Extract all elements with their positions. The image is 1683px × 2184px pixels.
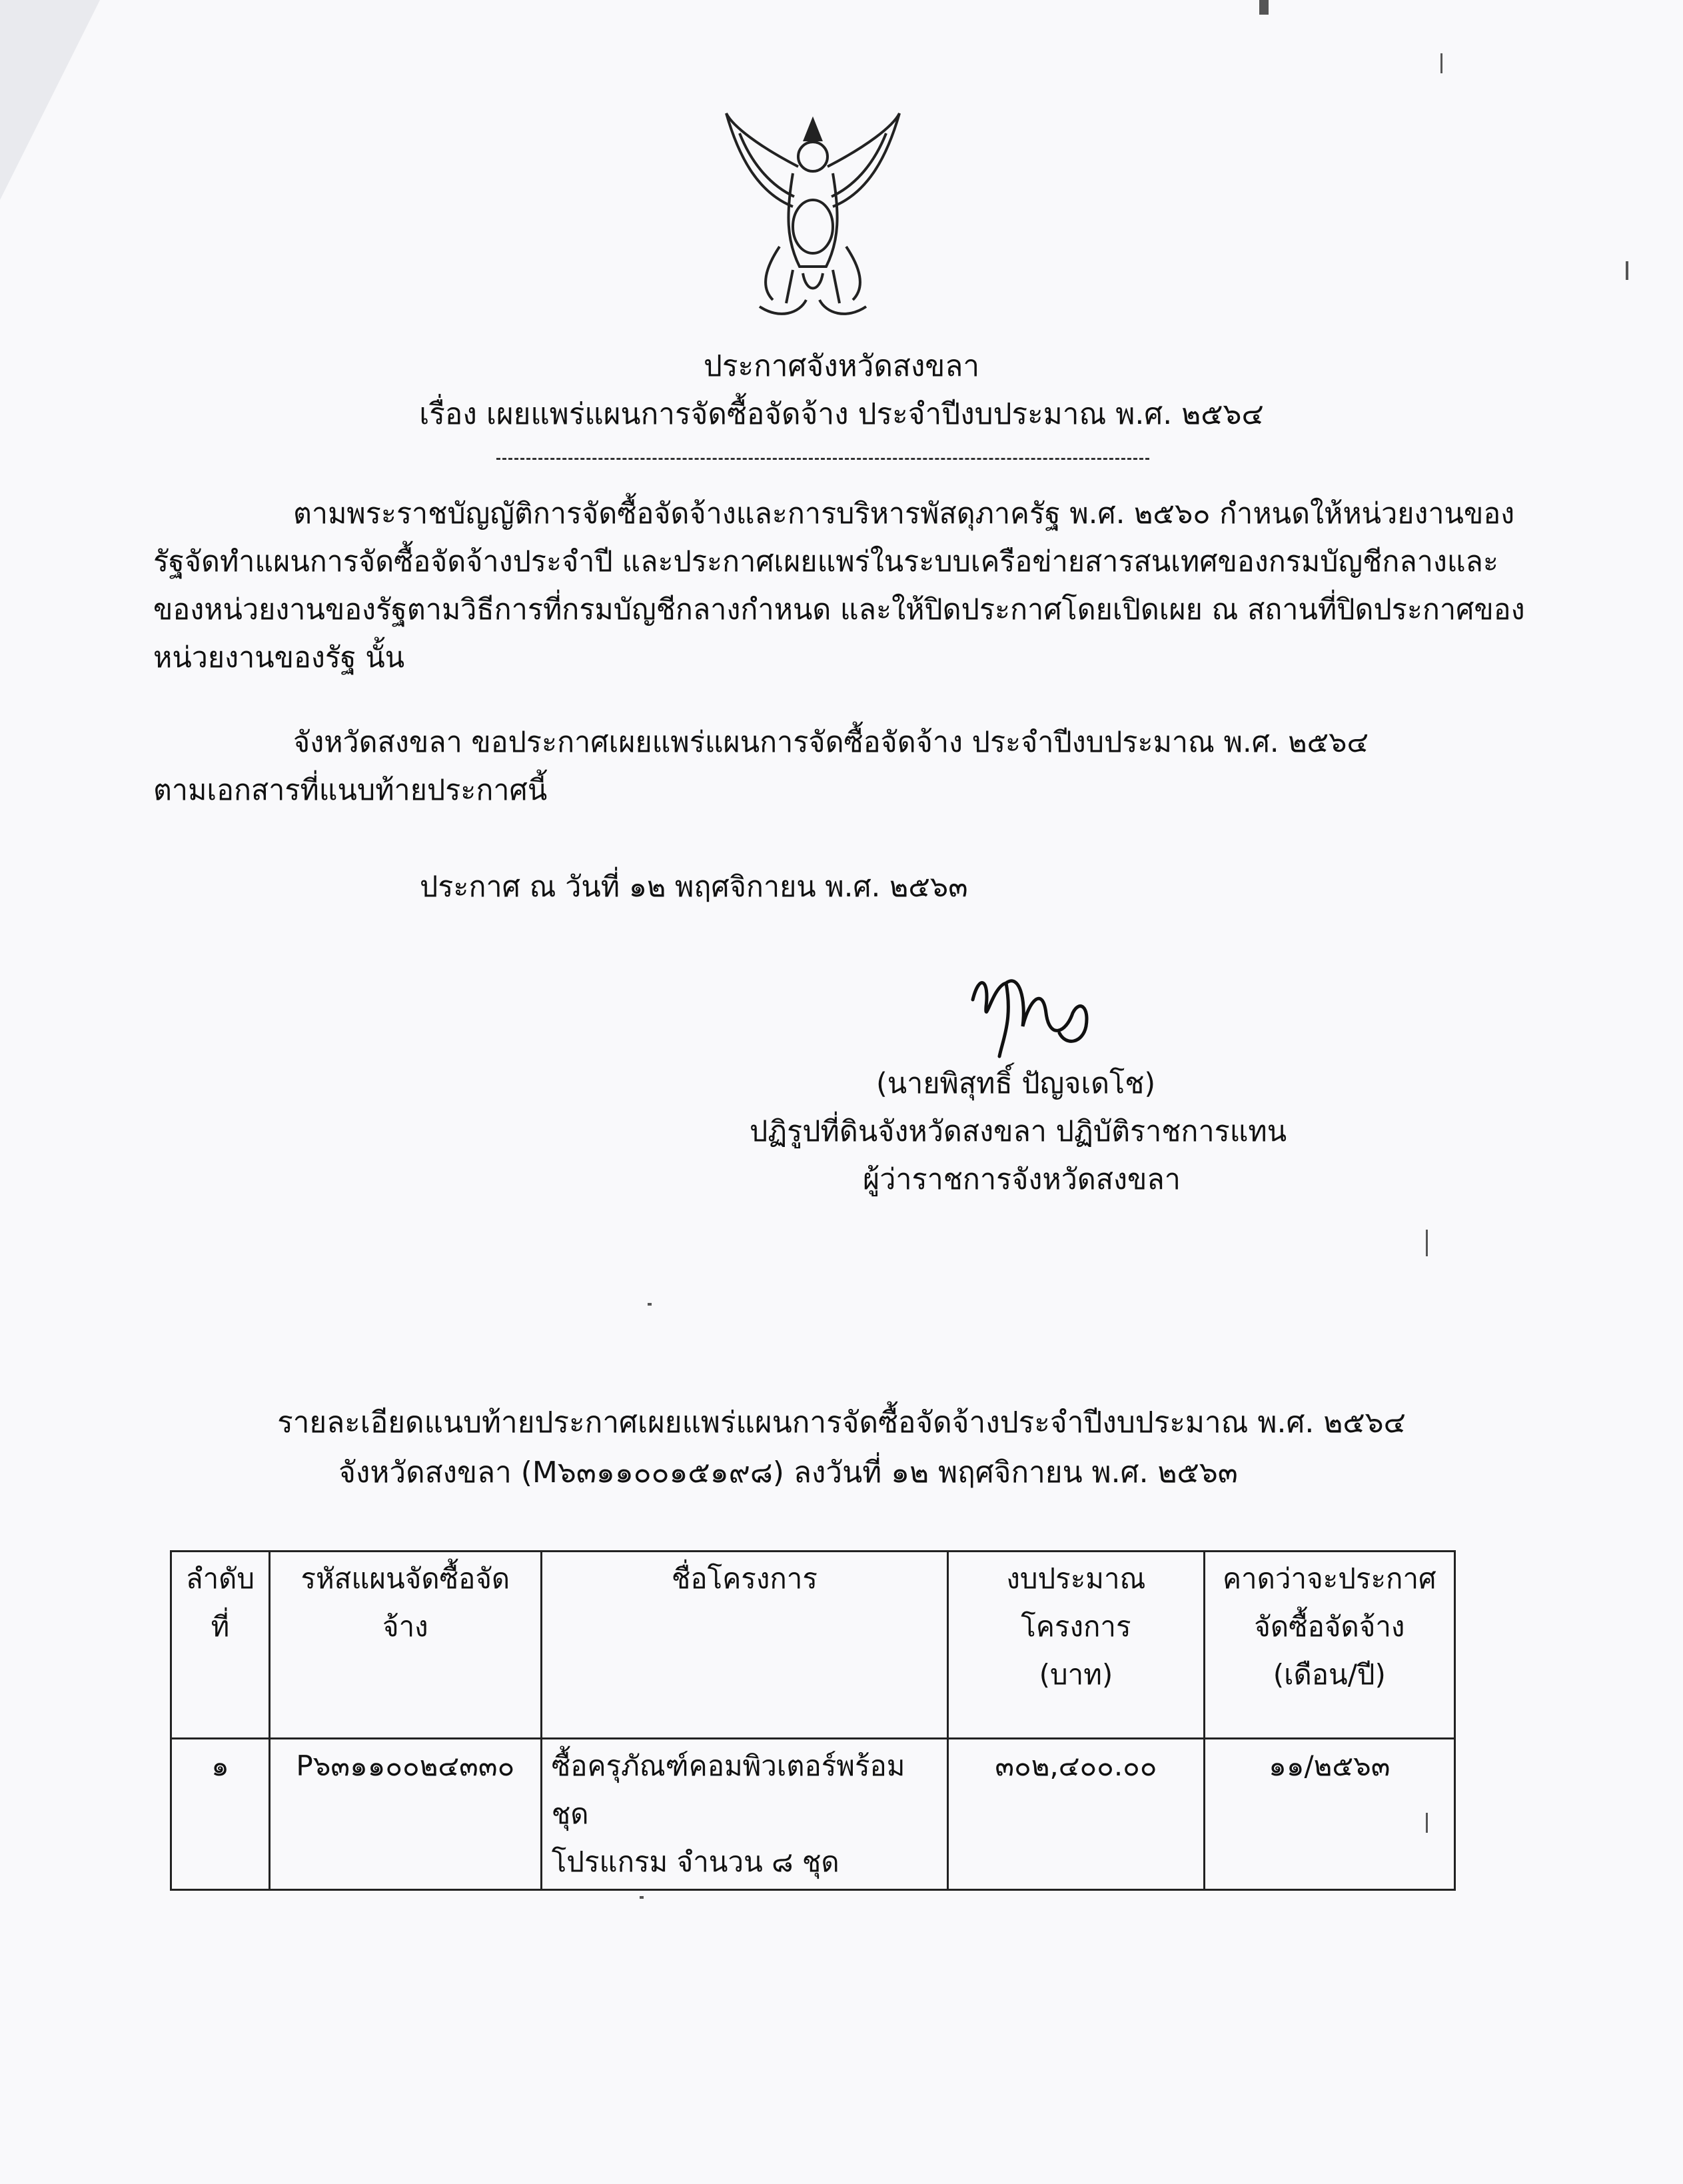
folded-corner	[0, 0, 100, 200]
header-expected-date	[1204, 1552, 1454, 1739]
paragraph-1-line: ตามพระราชบัญญัติการจัดซื้อจัดจ้างและการบริหารพัสดุภาครัฐ พ.ศ. ๒๕๖๐ กำหนดให้หน่วยงานของ	[293, 497, 1515, 531]
signature-block	[720, 1060, 1319, 1204]
date-line: ประกาศ ณ วันที่ ๑๒ พฤศจิกายน พ.ศ. ๒๕๖๓	[420, 870, 968, 904]
issuer-title: ประกาศจังหวัดสงขลา	[703, 349, 980, 383]
header-seq-line: ลำดับ	[185, 1562, 255, 1595]
paragraph-2-line: ตามเอกสารที่แนบท้ายประกาศนี้	[153, 774, 548, 807]
scan-speck	[640, 1896, 644, 1899]
divider	[496, 458, 1149, 460]
handwritten-signature-icon	[966, 960, 1099, 1060]
paragraph-1	[153, 490, 1525, 682]
cell-project-name	[541, 1739, 947, 1890]
header-budget-line: (บาท)	[1039, 1658, 1113, 1691]
cell-project-name-line: ซื้อครุภัณฑ์คอมพิวเตอร์พร้อมชุด	[551, 1749, 905, 1830]
header-seq-line: ที่	[211, 1610, 230, 1643]
table-header-row	[171, 1552, 1455, 1739]
header-plan-code	[269, 1552, 541, 1739]
attachment-title: รายละเอียดแนบท้ายประกาศเผยแพร่แผนการจัดซื้อจัดจ้างประจำปีงบประมาณ พ.ศ. ๒๕๖๔	[277, 1406, 1406, 1440]
scan-speck	[1426, 1813, 1428, 1833]
paragraph-1-line: ของหน่วยงานของรัฐตามวิธีการที่กรมบัญชีกลางกำหนด และให้ปิดประกาศโดยเปิดเผย ณ สถานที่ปิดประกาศของ	[153, 593, 1525, 626]
signatory-on-behalf: ผู้ว่าราชการจังหวัดสงขลา	[863, 1163, 1181, 1196]
header-budget	[948, 1552, 1205, 1739]
announcement-date	[420, 863, 1353, 911]
attachment-subtitle: จังหวัดสงขลา (M๖๓๑๑๐๐๑๕๑๙๘) ลงวันที่ ๑๒ พฤศจิกายน พ.ศ. ๒๕๖๓	[338, 1456, 1238, 1490]
table-row	[171, 1739, 1455, 1890]
header-budget-line: งบประมาณ	[1006, 1562, 1146, 1595]
signatory-name: (นายพิสุทธิ์ ปัญจเดโช)	[876, 1067, 1156, 1100]
scan-speck	[1626, 261, 1628, 280]
header-project-name	[541, 1552, 947, 1739]
cell-plan-code: P๖๓๑๑๐๐๒๔๓๓๐	[269, 1739, 541, 1890]
header-plan-code-line: รหัสแผนจัดซื้อจัด	[300, 1562, 510, 1595]
signatory-position: ปฏิรูปที่ดินจังหวัดสงขลา ปฏิบัติราชการแทน	[750, 1115, 1287, 1148]
cell-budget: ๓๐๒,๔๐๐.๐๐	[948, 1739, 1205, 1890]
scan-speck	[1426, 1230, 1428, 1256]
header-seq	[171, 1552, 270, 1739]
paragraph-1-line: หน่วยงานของรัฐ นั้น	[153, 641, 405, 674]
header-budget-line: โครงการ	[1021, 1610, 1131, 1643]
header-plan-code-line: จ้าง	[382, 1610, 428, 1643]
paragraph-2-line: จังหวัดสงขลา ขอประกาศเผยแพร่แผนการจัดซื้อจัดจ้าง ประจำปีงบประมาณ พ.ศ. ๒๕๖๔	[293, 726, 1369, 759]
scan-speck	[1440, 53, 1442, 73]
cell-seq: ๑	[171, 1739, 270, 1890]
garuda-emblem-icon	[720, 107, 906, 327]
cell-expected-date: ๑๑/๒๕๖๓	[1204, 1739, 1454, 1890]
cell-project-name-line: โปรแกรม จำนวน ๘ ชุด	[551, 1845, 840, 1878]
paragraph-2	[153, 718, 1492, 814]
header-project-name-line: ชื่อโครงการ	[671, 1562, 818, 1595]
scan-speck	[648, 1303, 652, 1306]
header-expected-line: จัดซื้อจัดจ้าง	[1254, 1610, 1405, 1643]
subject-line: เรื่อง เผยแพร่แผนการจัดซื้อจัดจ้าง ประจำปีงบประมาณ พ.ศ. ๒๕๖๔	[419, 397, 1264, 431]
paragraph-1-line: รัฐจัดทำแผนการจัดซื้อจัดจ้างประจำปี และประกาศเผยแพร่ในระบบเครือข่ายสารสนเทศของกรมบัญชีกลางและ	[153, 545, 1499, 578]
header-expected-line: (เดือน/ปี)	[1273, 1658, 1386, 1691]
scan-speck	[1259, 0, 1269, 15]
header-expected-line: คาดว่าจะประกาศ	[1222, 1562, 1436, 1595]
procurement-plan-table	[170, 1550, 1456, 1891]
